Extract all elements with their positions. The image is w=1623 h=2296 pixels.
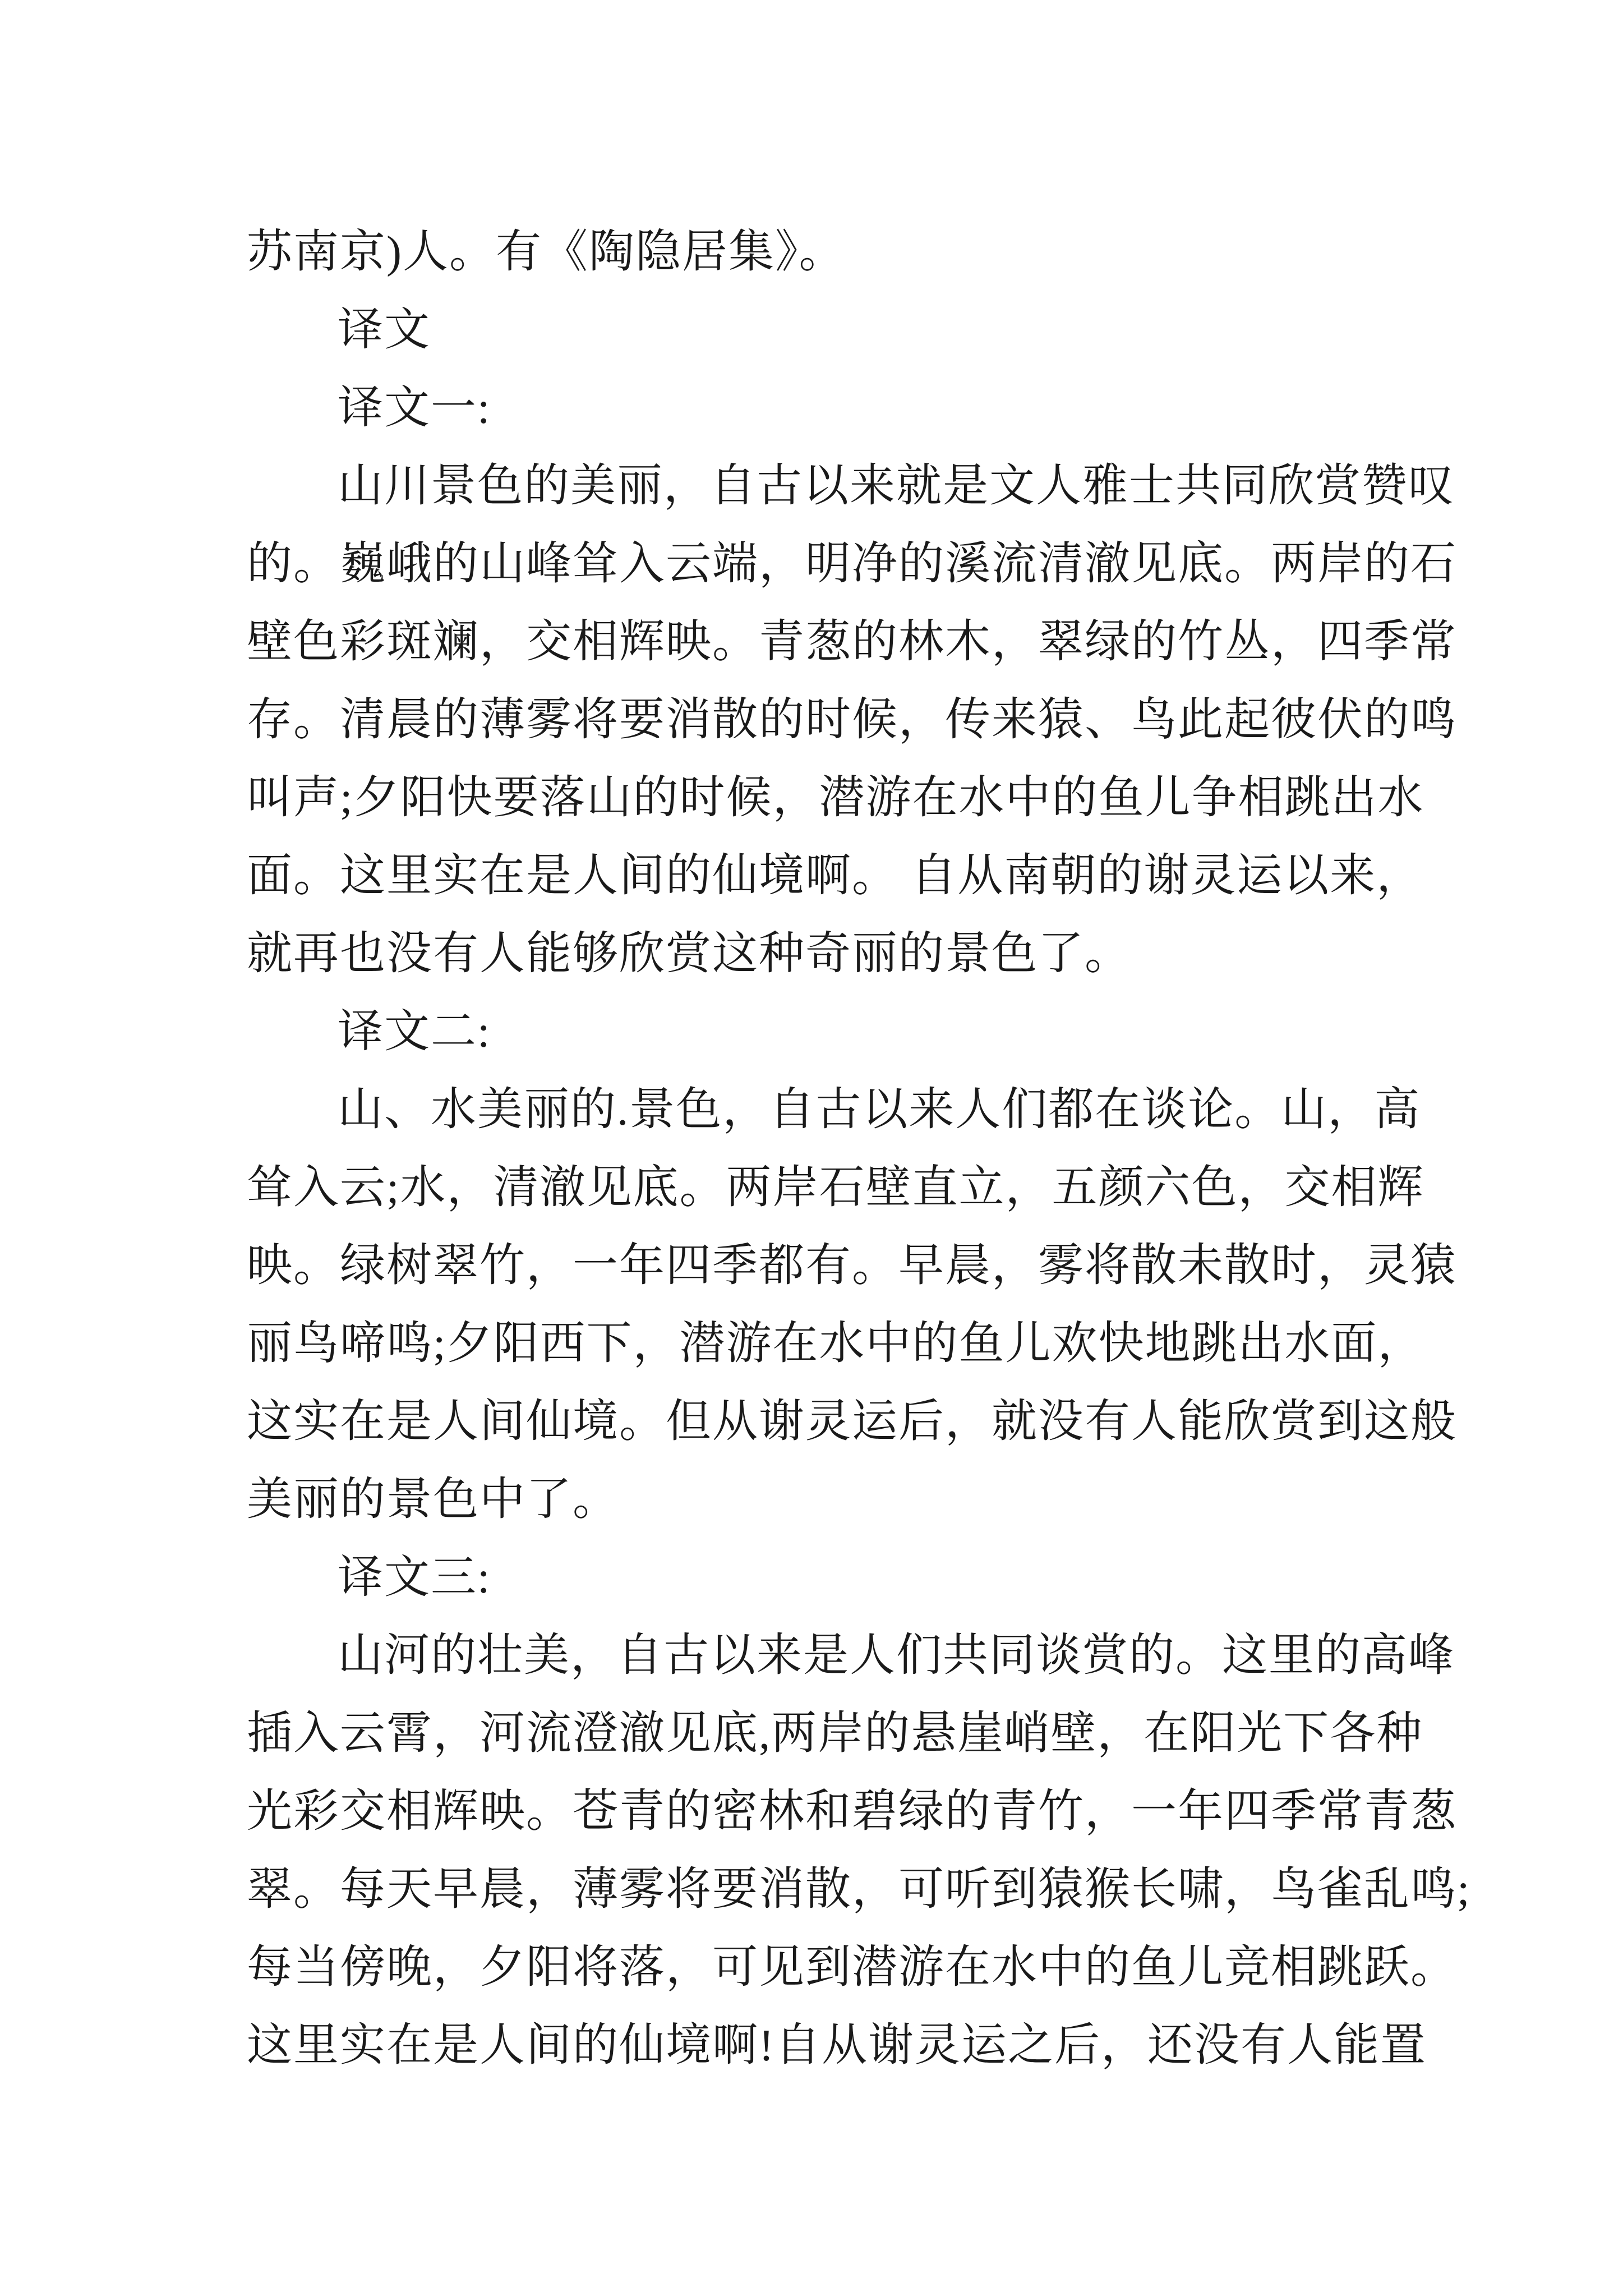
paragraph-line: 映。绿树翠竹，一年四季都有。早晨，雾将散未散时，灵猿	[247, 1240, 1458, 1291]
paragraph-line: 壁色彩斑斓，交相辉映。青葱的林木，翠绿的竹丛，四季常	[247, 616, 1458, 667]
document-body	[247, 213, 1471, 2085]
paragraph-line: 每当傍晚，夕阳将落，可见到潜游在水中的鱼儿竞相跳跃。	[247, 1942, 1458, 1993]
paragraph-line: 山川景色的美丽，自古以来就是文人雅士共同欣赏赞叹	[338, 461, 1455, 511]
paragraph-line: 插入云霄，河流澄澈见底,两岸的悬崖峭壁，在阳光下各种	[247, 1708, 1423, 1759]
paragraph-line: 山河的壮美，自古以来是人们共同谈赏的。这里的高峰	[338, 1630, 1455, 1681]
paragraph-line: 这实在是人间仙境。但从谢灵运后，就没有人能欣赏到这般	[247, 1396, 1458, 1447]
section-heading: 译文	[338, 305, 431, 355]
paragraph-line: 面。这里实在是人间的仙境啊。 自从南朝的谢灵运以来，	[247, 850, 1423, 901]
subsection-heading: 译文三:	[338, 1552, 491, 1603]
paragraph-line: 的。巍峨的山峰耸入云端，明净的溪流清澈见底。两岸的石	[247, 539, 1458, 589]
paragraph-line: 翠。每天早晨，薄雾将要消散，可听到猿猴长啸，鸟雀乱鸣;	[247, 1864, 1471, 1915]
paragraph-line: 存。清晨的薄雾将要消散的时候，传来猿、鸟此起彼伏的鸣	[247, 694, 1458, 745]
paragraph-line: 丽鸟啼鸣;夕阳西下，潜游在水中的鱼儿欢快地跳出水面，	[247, 1318, 1424, 1369]
subsection-heading: 译文一:	[338, 383, 491, 433]
paragraph-line: 这里实在是人间的仙境啊!自从谢灵运之后，还没有人能置	[247, 2020, 1427, 2070]
paragraph-line: 山、水美丽的.景色，自古以来人们都在谈论。山，高	[338, 1084, 1421, 1135]
paragraph-line: 耸入云;水，清澈见底。两岸石壁直立，五颜六色，交相辉	[247, 1162, 1424, 1213]
paragraph-line: 光彩交相辉映。苍青的密林和碧绿的青竹，一年四季常青葱	[247, 1786, 1458, 1837]
paragraph-line: 就再也没有人能够欣赏这种奇丽的景色了。	[247, 928, 1132, 979]
paragraph-line: 叫声;夕阳快要落山的时候，潜游在水中的鱼儿争相跳出水	[247, 772, 1424, 823]
paragraph-line: 美丽的景色中了。	[247, 1474, 620, 1525]
text-line: 苏南京)人。有《陶隐居集》。	[247, 227, 846, 277]
subsection-heading: 译文二:	[338, 1006, 491, 1057]
